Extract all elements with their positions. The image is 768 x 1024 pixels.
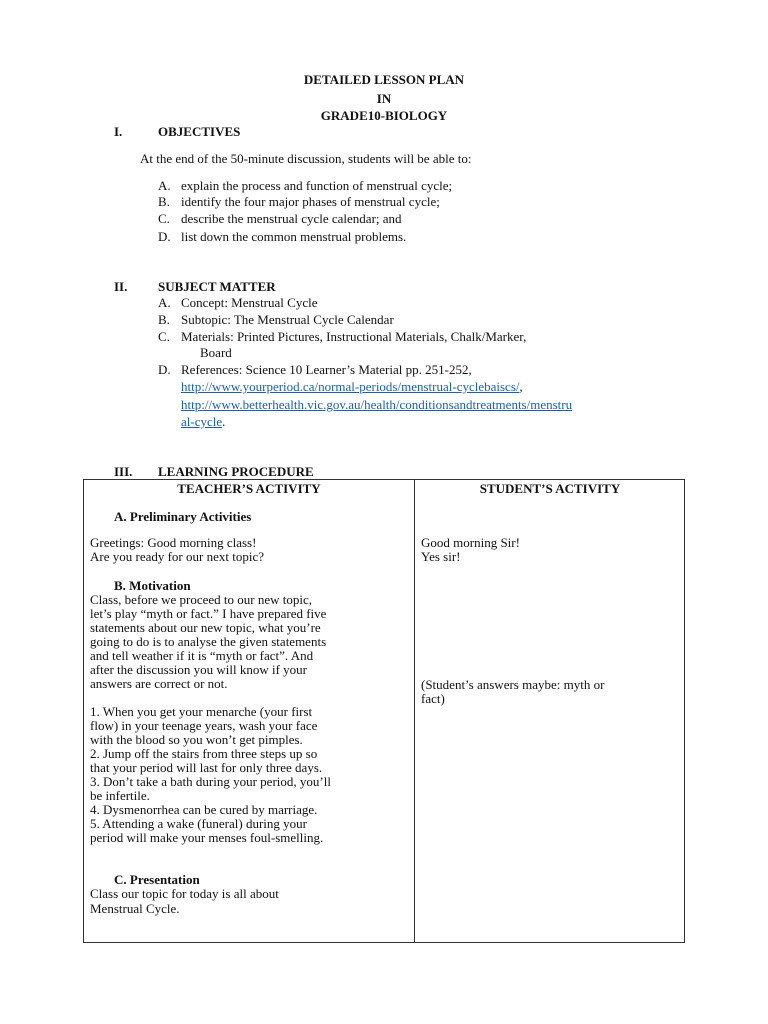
title-line-3: GRADE10-BIOLOGY (320, 108, 448, 123)
link-terminator: . (222, 414, 226, 429)
statement-line: be infertile. (90, 788, 150, 803)
statement-line: with the blood so you won’t get pimples. (90, 732, 303, 747)
subject-letter: D. (158, 362, 171, 377)
student-line: Yes sir! (421, 549, 461, 564)
subject-text: Subtopic: The Menstrual Cycle Calendar (181, 312, 394, 327)
objective-letter: C. (158, 211, 170, 226)
reference-link-1[interactable]: http://www.yourperiod.ca/normal-periods/menstrual-cyclebaiscs/ (181, 379, 520, 394)
motivation-line: statements about our new topic, what you’re (90, 620, 321, 635)
procedure-numeral: III. (114, 464, 133, 479)
title-line-2: IN (376, 91, 392, 106)
objective-text: explain the process and function of menstrual cycle; (181, 178, 453, 193)
motivation-line: going to do is to analyse the given statements (90, 634, 327, 649)
objective-letter: A. (158, 178, 171, 193)
statement-line: 4. Dysmenorrhea can be cured by marriage. (90, 802, 318, 817)
statement-line: 5. Attending a wake (funeral) during your (90, 816, 307, 831)
motivation-line: answers are correct or not. (90, 676, 228, 691)
subject-letter: C. (158, 329, 170, 344)
statement-line: 2. Jump off the stairs from three steps up so (90, 746, 318, 761)
statement-line: flow) in your teenage years, wash your face (90, 718, 318, 733)
teacher-line: Are you ready for our next topic? (90, 549, 264, 564)
presentation-line: Class our topic for today is all about (90, 886, 279, 901)
procedure-table (83, 479, 685, 943)
statement-line: period will make your menses foul-smelling. (90, 830, 324, 845)
objective-text: describe the menstrual cycle calendar; and (181, 211, 402, 226)
reference-link-1-row (181, 380, 523, 393)
column-divider (414, 480, 415, 942)
subject-text: Materials: Printed Pictures, Instructional Materials, Chalk/Marker, (181, 329, 527, 344)
student-activity-header: STUDENT’S ACTIVITY (479, 481, 621, 496)
teacher-activity-header: TEACHER’S ACTIVITY (177, 481, 321, 496)
teacher-line: Greetings: Good morning class! (90, 535, 257, 550)
subject-letter: A. (158, 295, 171, 310)
statement-line: 3. Don’t take a bath during your period, you’ll (90, 774, 331, 789)
motivation-line: after the discussion you will know if your (90, 662, 307, 677)
procedure-heading: LEARNING PROCEDURE (158, 464, 314, 479)
title-line-1: DETAILED LESSON PLAN (303, 72, 465, 87)
student-answer-line: (Student’s answers maybe: myth or (421, 677, 605, 692)
student-line: Good morning Sir! (421, 535, 520, 550)
link-separator: , (519, 379, 523, 394)
statement-line: 1. When you get your menarche (your first (90, 704, 313, 719)
objective-letter: D. (158, 229, 171, 244)
motivation-line: and tell weather if it is “myth or fact”. And (90, 648, 314, 663)
objective-letter: B. (158, 194, 170, 209)
objectives-intro: At the end of the 50-minute discussion, students will be able to: (140, 151, 472, 166)
subject-matter-numeral: II. (114, 279, 128, 294)
subject-letter: B. (158, 312, 170, 327)
subject-matter-heading: SUBJECT MATTER (158, 279, 276, 294)
motivation-line: let’s play “myth or fact.” I have prepared five (90, 606, 327, 621)
motivation-line: Class, before we proceed to our new topic, (90, 592, 313, 607)
motivation-heading: B. Motivation (114, 578, 191, 593)
objectives-numeral: I. (114, 124, 123, 139)
reference-link-2-row (181, 398, 572, 411)
subject-text: Board (200, 345, 232, 360)
reference-link-2[interactable]: http://www.betterhealth.vic.gov.au/health/conditionsandtreatments/menstru (181, 397, 573, 412)
objectives-heading: OBJECTIVES (158, 124, 241, 139)
objective-text: identify the four major phases of menstrual cycle; (181, 194, 440, 209)
objective-text: list down the common menstrual problems. (181, 229, 407, 244)
presentation-line: Menstrual Cycle. (90, 901, 180, 916)
reference-link-2-continuation[interactable]: al-cycle (181, 414, 223, 429)
reference-link-2-cont-row (181, 415, 225, 428)
subject-text: References: Science 10 Learner’s Material pp. 251-252, (181, 362, 472, 377)
student-answer-line: fact) (421, 691, 445, 706)
statement-line: that your period will last for only three days. (90, 760, 323, 775)
preliminary-heading: A. Preliminary Activities (114, 509, 252, 524)
presentation-heading: C. Presentation (114, 872, 200, 887)
subject-text: Concept: Menstrual Cycle (181, 295, 318, 310)
